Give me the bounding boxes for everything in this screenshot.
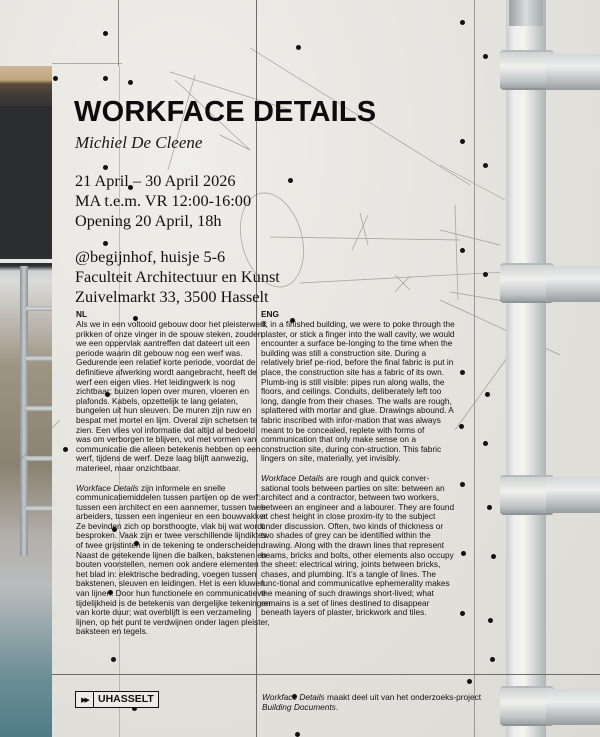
eng-column [261, 320, 456, 628]
venue: @begijnhof, huisje 5-6 [75, 247, 226, 266]
eng-paragraph-2 [261, 474, 456, 618]
nl-column [76, 320, 271, 647]
eng-paragraph-2-body: are rough and quick conver-sational tools between parties on site: between an architect and a contractor, between two workers, between an engineer and a labourer. They are found at chest height in close proxim-ity to the subject under discussion. Often, two kinds of thickness or two shades of grey can be identified within the drawing. Along with the drawn lines that represent beams, bricks and bolts, other elements also occupy the sheet: electrical wiring, joints between bricks, chases, and plumbing. It’s a tangle of lines. The func-tional and communicative ephemerality makes the meaning of such drawings short-lived; what remains is a set of lines destined to disappear beneath layers of plaster, brickwork and tiles. [261, 472, 455, 618]
poster-title: WORKFACE DETAILS [74, 96, 377, 128]
opening-event: Opening 20 April, 18h [75, 211, 222, 230]
play-forward-icon: ▶▶ [76, 692, 94, 707]
nl-heading: NL [76, 309, 88, 319]
note-text: maakt deel uit van het onderzoeks-project [324, 692, 482, 702]
opening-hours: MA t.e.m. VR 12:00-16:00 [75, 191, 252, 210]
nl-paragraph-1: Als we in een voltooid gebouw door het pleisterwerk prikken of onze vinger in de spouw steken, zouden we een oppervlak aantreffen dat dateert uit een periode waarin dit gebouw nog een werf was. Gedurende een relatief korte periode, voordat de definitieve afwerking wordt aangebracht, heeft de werf een eigen vlies. Het leidingwerk is nog zichtbaar; buizen lopen over muren, vloeren en plafonds. Kabels, opzettelijk te lang gelaten, bungelen uit hun sleuven. De muren zijn ruw en bespat met mortel en lijm. Overal zijn schetsen te zien. Een vlies vol informatie dat altijd al bedoeld was om verborgen te blijven, vol met vormen van communicatie die alleen betekenis hebben op een werf, tijdens de werf. Deze laag blijft aanwezig, materieel, maar onzichtbaar. [76, 319, 267, 473]
research-project-note [262, 692, 502, 712]
address: Zuivelmarkt 33, 3500 Hasselt [75, 287, 269, 306]
note-title: Workface Details [262, 692, 325, 702]
note-project-name: Building Documents [262, 702, 336, 712]
uhasselt-wordmark: UHASSELT [98, 693, 154, 705]
nl-paragraph-2-body: zijn informele en snelle communicatiemiddelen tussen partijen op de werf: tussen een architect en een aannemer, tussen twee arbeiders, tussen een ingenieur en een bouwvakker. Ze bevinden zich op borsthoogte, vlak bij wat wordt besproken. Vaak zijn er twee verschillende lijndiktes of twee grijstinten in de tekening te onderscheiden. Naast de getekende lijnen die balken, bakstenen en bouten voorstellen, nemen ook andere elementen het blad in: elektrische bedrading, voegen tussen bakstenen, sleuven en leidingen. Het is een kluwen van lijnen. Door hun functionele en communicatieve tijdelijkheid is de betekenis van dergelijke tekeningen van korte duur; wat overblijft is een verzameling lijnen, op het punt te verdwijnen onder lagen pleister, baksteen en tegels. [76, 482, 271, 637]
exhibition-dates: 21 April – 30 April 2026 [75, 171, 236, 190]
eng-paragraph-1: If, in a finished building, we were to poke through the plaster, or stick a finger into the wall cavity, we would encounter a surface be-longing to the time when the building was still a construction site. During a relatively brief pe-riod, before the final fabric is put in place, the construction site has a fabric of its own. Plumb-ing is still visible: pipes run along walls, the floors, and ceilings. Conduits, deliberately left too long, dangle from their chases. The walls are rough, splattered with mortar and glue. Drawings abound. A fabric inscribed with infor-mation that was always meant to be concealed, replete with forms of communication that only make sense on a construction site, during con-struction. This fabric lingers on site, materially, yet invisibly. [261, 319, 455, 464]
note-end: . [335, 702, 339, 712]
eng-paragraph-2-title: Workface Details [261, 472, 324, 483]
artist-name: Michiel De Cleene [75, 133, 203, 152]
institution: Faculteit Architectuur en Kunst [75, 267, 280, 286]
nl-paragraph-2-title: Workface Details [76, 482, 139, 493]
eng-heading: ENG [261, 309, 279, 319]
nl-paragraph-2 [76, 484, 271, 638]
uhasselt-logo [75, 691, 159, 708]
footer-rule [52, 674, 600, 675]
